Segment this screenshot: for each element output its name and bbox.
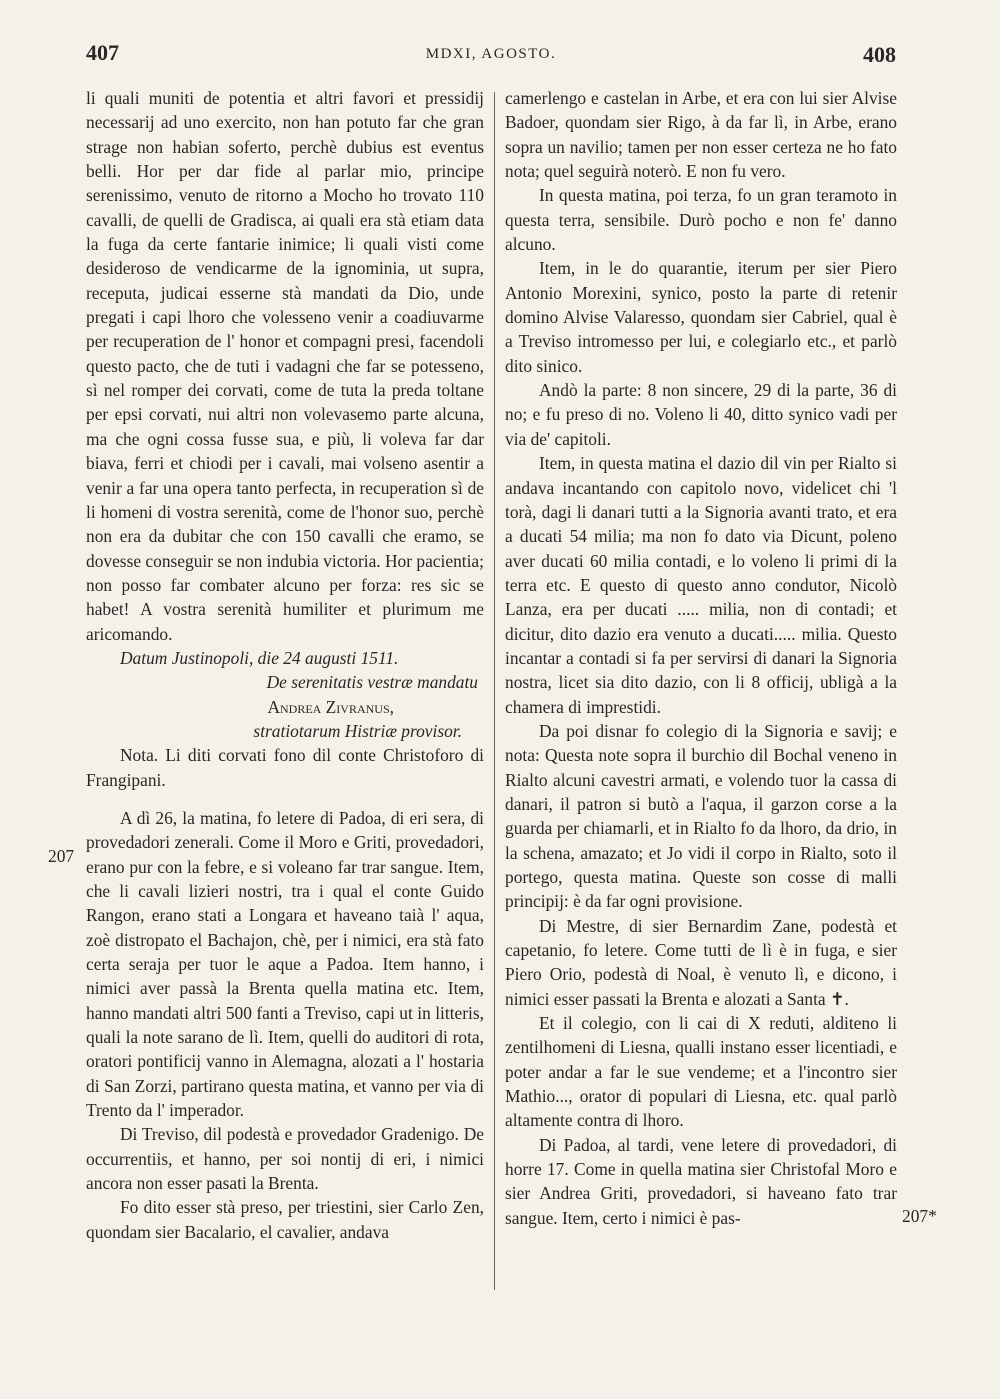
page-number-left: 407 [86,40,119,65]
paragraph: A dì 26, la matina, fo letere di Padoa, di eri sera, di provedadori zenerali. Come il Moro e Griti, provedadori, erano pur con la febre, e si voleano far trar sangue. Item, che li cavali lizieri nostri, tra i qual el conte Guido Rangon, erano stati a Longara et haveano taià l' aqua, zoè distropato el Bachajon, chè, per i nimici, era stà fato certa seraja per tuor le aque a Padoa. Item hanno, i nimici aver passà la Brenta quella matina etc. Item, hanno mandati altri 500 fanti a Treviso, capi ut in litteris, quali la note sarano de lì. Item, quelli do auditori di rota, oratori pontificij vanno in Alemagna, alozati a l' hostaria di San Zorzi, partirano questa matina, et vanno per via di Trento da l' imperador. [86,807,484,1121]
signature-name: Andrea Zivranus, [267,696,394,717]
paragraph: Di Treviso, dil podestà e provedador Gradenigo. De occurrentiis, et hanno, per soi nontij di eri, i nimici ancora non esser pasati la Brenta. [86,1124,484,1194]
paragraph: Di Mestre, di sier Bernardim Zane, podestà et capetanio, fo letere. Come tutti de lì è in fuga, e sier Piero Orio, podestà di Noal, è venuto lì, e dicono, i nimici esser passati la Brenta e alozati a Santa ✝. [505,915,897,1009]
paragraph: Di Padoa, al tardi, vene letere di provedadori, di horre 17. Come in quella matina sier Christofal Moro e sier Andrea Griti, provedadori, si haveano fato trar sangue. Item, certo i nimici è pas- [505,1134,897,1228]
paragraph: li quali muniti de potentia et altri favori et pressidij necessarij ad uno exercito, non han potuto far che gran strage non habian soferto, perchè dubius est eventus belli. Hor per dar fide al parlar mio, principe serenissimo, venuto de ritorno a Mocho ho trovato 110 cavalli, de quelli de Gradisca, ai quali era stà etiam data la fuga da certe fantarie inimice; li quali visti come desideroso de vendicarme de la ignominia, ut supra, receputa, judicai esserne stà mandati da Dio, unde pregati i capi lhoro che volesseno venir a coadiuvarme per recuperation de l' honor et compagni presi, facendoli questo pacto, che de tuti i vadagni che far se potesseno, sì nel romper dei corvati, come de tuta la preda toltane per epsi corvati, nui altri non volevasemo parte alcuna, ma che ogni cossa fusse sua, e più, li voleva far dar biava, ferri et chiodi per i cavali, mai volseno asentir a venir a far una opera tanto perfecta, in recuperation sì de li homeni di vostra serenità, come de l'honor suo, perchè non era da dubitar che con 150 cavalli che eramo, se dovesse conseguir se non indubia victoria. Hor pacientia; non posso far combater alcuno per forza: res sic se habet! A vostra serenità humiliter et plurimum me aricomando. [86,88,484,644]
letter-date: Datum Justinopoli, die 24 augusti 1511. [120,647,399,668]
paragraph: Et il colegio, con li cai di X reduti, alditeno li zentilhomeni di Liesna, qualli instano esser licentiadi, e poter andar a far le sue vendeme; et a l'incontro sier Mathio..., orator di populari di Liesna, etc. qual parlò altamente contra di lhoro. [505,1013,897,1131]
note-paragraph: Nota. Li diti corvati fono dil conte Christoforo di Frangipani. [86,745,484,790]
page-header [86,40,896,74]
paragraph: Fo dito esser stà preso, per triestini, sier Carlo Zen, quondam sier Bacalario, el cavalier, andava [86,1197,484,1242]
paragraph: Item, in le do quarantie, iterum per sier Piero Antonio Morexini, synico, posto la parte di retenir domino Alvise Valaresso, quondam sier Cabriel, qual è a Treviso intromesso per lui, e colegiarlo etc., et parlò dito sinico. [505,258,897,376]
right-column [505,86,897,1230]
signature-title: stratiotarum Histriæ provisor. [253,720,462,741]
margin-number-left: 207 [48,846,75,866]
paragraph: Da poi disnar fo colegio di la Signoria e savij; e nota: Questa note sopra il burchio dil Bochal veneno in Rialto alcuni cavestri armati, e volendo tuor la cassa di danari, il patron si butò a l'aqua, il garzon corse a la guarda per chiamarli, et in Rialto fo da lhoro, da drio, in la schena, amazato; et Jo vidi il corpo in Rialto, soto il portego, questa matina. Queste son cosse di malli principij: è da far ogni provisione. [505,720,897,912]
left-column [86,86,484,1244]
paragraph: camerlengo e castelan in Arbe, et era con lui sier Alvise Badoer, quondam sier Rigo, à da far lì, in Arbe, erano sopra un navilio; tamen per non esser certeza ne ho fato nota; quel seguirà noterò. E non fu vero. [505,88,897,182]
signature-line: De serenitatis vestræ mandatu [266,672,478,693]
paragraph: Andò la parte: 8 non sincere, 29 di la parte, 36 di no; e fu preso di no. Voleno li 40, ditto synico vadi per via de' capitoli. [505,380,897,449]
running-title: MDXI, AGOSTO. [425,46,557,62]
paragraph: Item, in questa matina el dazio dil vin per Rialto si andava incantando con capitolo novo, videlicet chi 'l torà, dagi li danari tutti a la Signoria avanti trato, et era a ducati 54 milia; ma non fo dato via Dicunt, poleno aver ducati 60 milia contadi, e lo voleno li primi di la terra etc. E questo di questo anno condutor, Nicolò Lanza, era per ducati ..... milia, non di contadi; et dicitur, dito dazio era venuto a ducati..... milia. Questo incantar a contadi si fa per servirsi di danari la Signoria nostra, licet sia dito dazio, con li 8 officij, ubligà a la chamera di imprestidi. [505,453,897,717]
column-divider [494,92,495,1290]
paragraph: In questa matina, poi terza, fo un gran teramoto in questa terra, sensibile. Durò pocho e non fe' danno alcuno. [505,185,897,255]
page-number-right: 408 [863,42,896,67]
margin-number-right: 207* [902,1206,937,1226]
